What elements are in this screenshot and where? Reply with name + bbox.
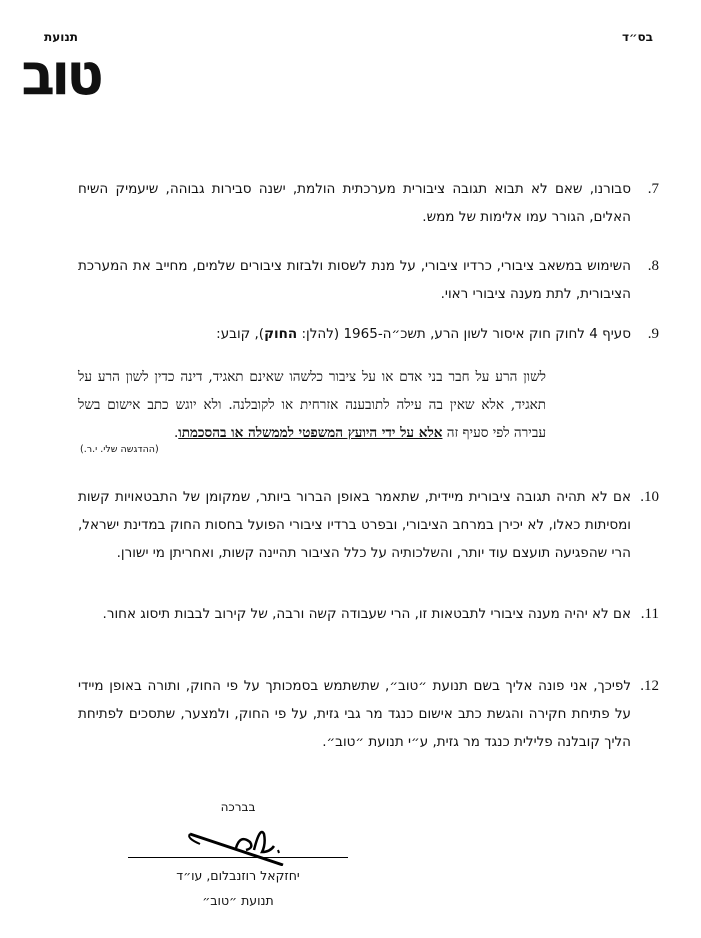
greeting: בברכה bbox=[220, 800, 256, 814]
paragraph-number: 8. bbox=[647, 258, 659, 274]
paragraph-number: 10. bbox=[640, 489, 659, 505]
quote-underlined: אלא על ידי היועץ המשפטי לממשלה או בהסכמתו bbox=[178, 425, 443, 441]
logo bbox=[20, 30, 102, 108]
paragraph-text: אם לא יהיה מענה ציבורי לתבטאות זו, הרי שעבודה קשה ורבה, של קירוב לבבות תיסוג אחור. bbox=[102, 606, 631, 622]
paragraph-text bbox=[78, 320, 631, 348]
quote-text: לשון הרע על חבר בני אדם או על ציבור כלשהו שאינם תאגיד, דינה כדין לשון הרע על תאגיד, אלא שאין בה עילה לתובענה אזרחית או לקובלנה. ולא יוגש כתב אישום בשל עבירה לפי סעיף זה bbox=[78, 369, 546, 441]
paragraph-8 bbox=[78, 252, 659, 308]
defined-term: החוק bbox=[264, 326, 298, 342]
signature-block bbox=[128, 800, 348, 908]
emphasis-note: (ההדגשה שלי. י.ר.) bbox=[80, 444, 159, 455]
signature-line bbox=[128, 820, 348, 858]
paragraph-number: 9. bbox=[647, 326, 659, 342]
paragraph-12 bbox=[78, 672, 659, 756]
paragraph-number: 12. bbox=[640, 678, 659, 694]
quote-end: . bbox=[173, 425, 179, 441]
paragraph-9 bbox=[78, 320, 659, 348]
paragraph-text: לפיכך, אני פונה אליך בשם תנועת ״טוב״, שתשתמש בסמכותך על פי החוק, ותורה באופן מיידי על פתיחת חקירה והגשת כתב אישום כנגד מר גבי גזית, על פי החוק, ולמצער, שתסכים לפתיחת הליך קובלנה פלילית כנגד מר גזית, ע״י תנועת ״טוב״. bbox=[78, 678, 631, 750]
paragraph-text: סבורנו, שאם לא תבוא תגובה ציבורית מערכתית הולמת, ישנה סבירות גבוהה, שיעמיק השיח האלים, הגורר עמו אלימות של ממש. bbox=[78, 181, 631, 225]
text-after: ), קובע: bbox=[216, 326, 265, 342]
paragraph-7 bbox=[78, 175, 659, 231]
letterhead-bsd: בס״ד bbox=[621, 30, 653, 44]
paragraph-11 bbox=[78, 600, 659, 628]
signature-icon bbox=[128, 820, 348, 866]
paragraph-text: אם לא תהיה תגובה ציבורית מיידית, שתאמר באופן הברור ביותר, שמקומן של התבטאויות קשות ומסיתות כאלו, לא יכירן במרחב הציבורי, ובפרט ברדיו ציבורי הפועל בחסות החוק במדינת ישראל, הרי שהפגיעה תועצם עוד יותר, והשלכותיה על כלל הציבור תהיינה קשות, ואחריתן מי ישורן. bbox=[78, 489, 631, 561]
paragraph-10 bbox=[78, 483, 659, 567]
paragraph-number: 11. bbox=[640, 606, 659, 622]
signer-organization: תנועת ״טוב״ bbox=[202, 893, 274, 908]
paragraph-text: השימוש במשאב ציבורי, כרדיו ציבורי, על מנת לשסות ולבזות ציבורים שלמים, מחייב את המערכת הציבורית, לתת מענה ציבורי ראוי. bbox=[78, 258, 631, 302]
paragraph-number: 7. bbox=[647, 181, 659, 197]
law-quote bbox=[78, 363, 546, 447]
logo-top-text: תנועת bbox=[44, 30, 78, 44]
text-before: סעיף 4 לחוק חוק איסור לשון הרע, תשכ״ה-1965 (להלן: bbox=[297, 326, 631, 342]
signer-name: יחזקאל רוזנבלום, עו״ד bbox=[176, 868, 300, 883]
logo-main-text: טוב bbox=[21, 40, 100, 108]
